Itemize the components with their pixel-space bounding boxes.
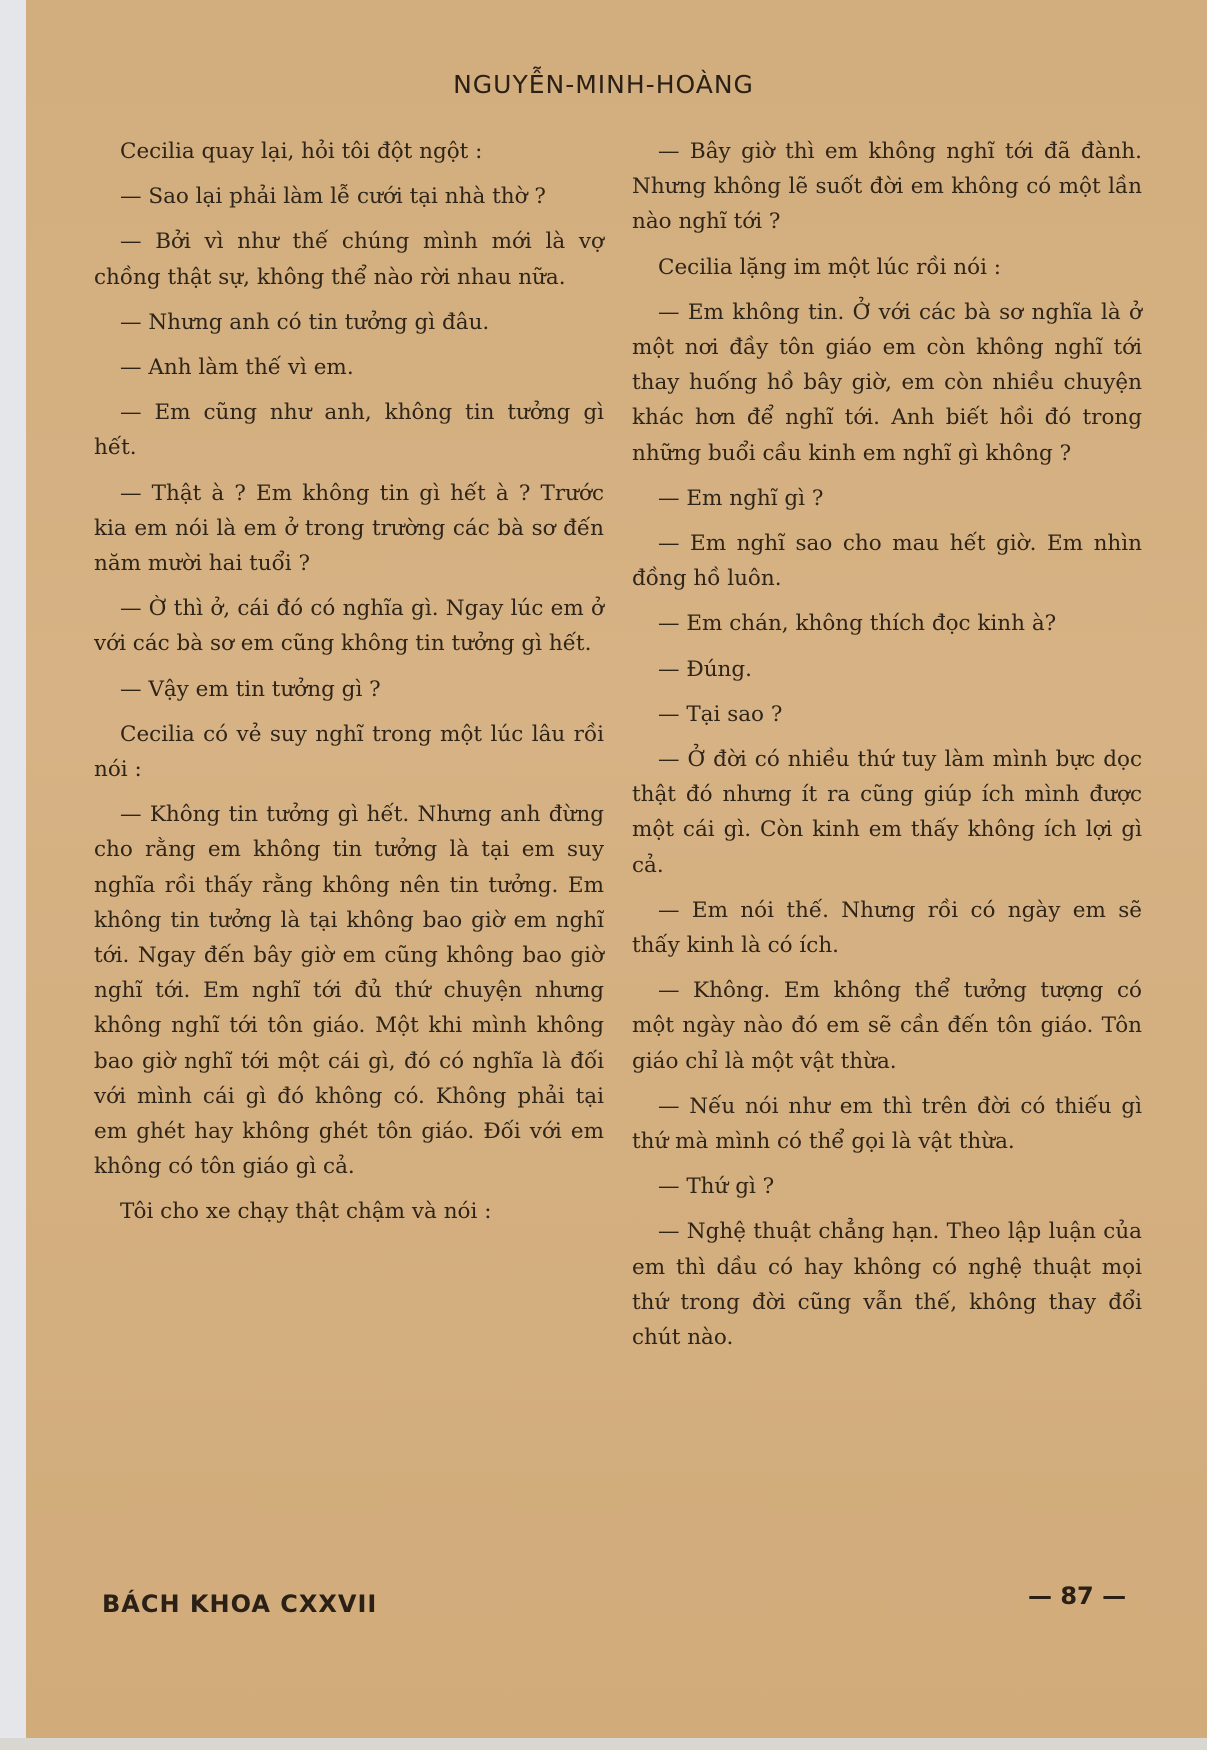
paragraph: — Không. Em không thể tưởng tượng có một ngày nào đó em sẽ cần đến tôn giáo. Tôn giáo chỉ là một vật thừa. — [632, 978, 1142, 1074]
paragraph: Tôi cho xe chạy thật chậm và nói : — [120, 1199, 492, 1225]
right-text-column — [632, 134, 1142, 1365]
paragraph: — Vậy em tin tưởng gì ? — [120, 676, 381, 702]
paragraph: — Em nghĩ sao cho mau hết giờ. Em nhìn đồng hồ luôn. — [632, 531, 1142, 592]
paragraph: Cecilia quay lại, hỏi tôi đột ngột : — [120, 139, 483, 164]
paragraph: — Nếu nói như em thì trên đời có thiếu gì thứ mà mình có thể gọi là vật thừa. — [632, 1093, 1142, 1155]
scan-bottom-edge — [0, 1738, 1207, 1750]
paragraph: — Ờ thì ở, cái đó có nghĩa gì. Ngay lúc em ở với các bà sơ em cũng không tin tưởng gì hết. — [94, 596, 604, 657]
paragraph: — Thứ gì ? — [658, 1174, 775, 1200]
paragraph: — Anh làm thế vì em. — [120, 355, 354, 381]
paragraph: — Em không tin. Ở với các bà sơ nghĩa là ở một nơi đầy tôn giáo em còn không nghĩ tới thay huống hồ bây giờ, em còn nhiều chuyện khác hơn để nghĩ tới. Anh biết hồi đó trong những buổi cầu kinh em nghĩ gì không ? — [632, 299, 1142, 466]
paragraph: — Sao lại phải làm lễ cưới tại nhà thờ ? — [120, 184, 546, 210]
paragraph: — Không tin tưởng gì hết. Nhưng anh đừng cho rằng em không tin tưởng là tại em suy nghĩa rồi thấy rằng không nên tin tưởng. Em không tin tưởng là tại không bao giờ em nghĩ tới. Ngay đến bây giờ em cũng không bao giờ nghĩ tới. Em nghĩ tới đủ thứ chuyện nhưng không nghĩ tới tôn giáo. Một khi mình không bao giờ nghĩ tới một cái gì, đó có nghĩa là đối với mình cái gì đó không có. Không phải tại em ghét hay không ghét tôn giáo. Đối với em không có tôn giáo gì cả. — [94, 802, 604, 1180]
paragraph: — Nhưng anh có tin tưởng gì đâu. — [120, 309, 490, 335]
paragraph: — Bởi vì như thế chúng mình mới là vợ chồng thật sự, không thể nào rời nhau nữa. — [94, 229, 604, 290]
footer-page-number: — 87 — — [1028, 1582, 1127, 1610]
paragraph: — Em nói thế. Nhưng rồi có ngày em sẽ thấy kinh là có ích. — [632, 897, 1142, 959]
paragraph: — Bây giờ thì em không nghĩ tới đã đành. Nhưng không lẽ suốt đời em không có một lần nào nghĩ tới ? — [632, 139, 1142, 235]
footer-magazine-title: BÁCH KHOA CXXVII — [102, 1590, 378, 1618]
paragraph: — Em chán, không thích đọc kinh à? — [658, 611, 1057, 637]
paragraph: Cecilia có vẻ suy nghĩ trong một lúc lâu rồi nói : — [94, 721, 604, 783]
paragraph: Cecilia lặng im một lúc rồi nói : — [658, 254, 1002, 280]
scan-left-edge — [0, 0, 26, 1750]
paragraph: — Tại sao ? — [658, 701, 783, 727]
paragraph: — Em cũng như anh, không tin tưởng gì hết. — [94, 400, 604, 461]
paragraph: — Nghệ thuật chẳng hạn. Theo lập luận của em thì dầu có hay không có nghệ thuật mọi thứ trong đời cũng vẫn thế, không thay đổi chút nào. — [632, 1219, 1142, 1351]
paragraph: — Ở đời có nhiều thứ tuy làm mình bực dọc thật đó nhưng ít ra cũng giúp ích mình được một cái gì. Còn kinh em thấy không ích lợi gì cả. — [632, 747, 1142, 878]
left-text-column — [94, 134, 604, 1240]
paragraph: — Em nghĩ gì ? — [658, 485, 824, 511]
page-header-author: NGUYỄN-MINH-HOÀNG — [453, 70, 754, 99]
paragraph: — Đúng. — [658, 656, 752, 682]
paragraph: — Thật à ? Em không tin gì hết à ? Trước kia em nói là em ở trong trường các bà sơ đến năm mười hai tuổi ? — [94, 480, 604, 577]
